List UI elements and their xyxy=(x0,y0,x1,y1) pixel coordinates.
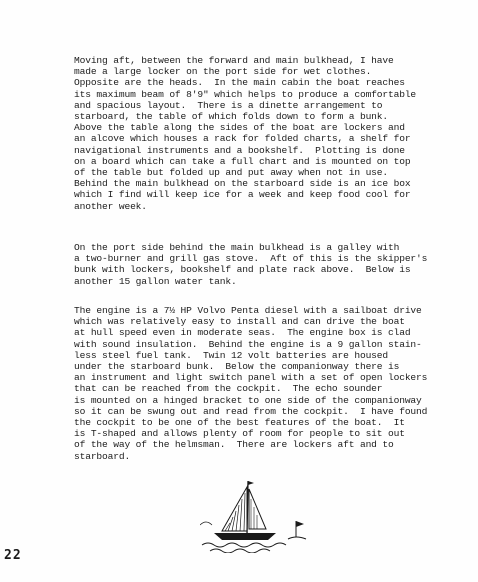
text-line: bunk with lockers, bookshelf and plate rack above. Below is xyxy=(74,264,411,276)
text-line: so it can be swung out and read from the cockpit. I have found xyxy=(74,405,428,417)
text-line: The engine is a 7½ HP Volvo Penta diesel with a sailboat drive xyxy=(74,305,422,316)
text-line: another 15 gallon water tank. xyxy=(74,275,237,287)
text-line: navigational instruments and a bookshelf. Plotting is done xyxy=(74,144,405,156)
text-line: of the table but folded up and put away when not in use. xyxy=(74,167,389,179)
text-line: the cockpit to be one of the best features of the boat. It xyxy=(74,417,405,429)
text-line: its maximum beam of 8'9" which helps to produce a comfortable xyxy=(74,88,417,100)
text-line: Behind the main bulkhead on the starboard side is an ice box xyxy=(74,178,411,190)
text-line: with sound insulation. Behind the engine is a 9 gallon stain- xyxy=(74,338,422,350)
text-line: another week. xyxy=(74,200,147,212)
text-line: which was relatively easy to install and can drive the boat xyxy=(74,316,405,328)
text-line: is T-shaped and allows plenty of room for people to sit out xyxy=(74,428,405,440)
text-line: a two-burner and grill gas stove. Aft of this is the skipper's xyxy=(74,253,428,265)
text-line: Above the table along the sides of the boat are lockers and xyxy=(74,122,405,134)
paragraph-engine xyxy=(74,305,474,462)
text-line: is mounted on a hinged bracket to one side of the companionway xyxy=(74,394,422,406)
paragraph-cabin-layout xyxy=(74,55,474,212)
paragraph-galley xyxy=(74,242,474,287)
text-line: less steel fuel tank. Twin 12 volt batteries are housed xyxy=(74,349,389,361)
text-line: an alcove which houses a rack for folded charts, a shelf for xyxy=(74,133,411,145)
text-line: starboard, the table of which folds down to form a bunk. xyxy=(74,111,389,123)
text-line: Moving aft, between the forward and main bulkhead, I have xyxy=(74,55,394,66)
text-line: an instrument and light switch panel with a set of open lockers xyxy=(74,372,428,384)
text-line: that can be reached from the cockpit. The echo sounder xyxy=(74,383,383,395)
text-line: On the port side behind the main bulkhead is a galley with xyxy=(74,242,400,253)
sailboat-sketch-icon xyxy=(200,475,310,553)
text-line: starboard. xyxy=(74,450,131,462)
text-line: of the way of the helmsman. There are lockers aft and to xyxy=(74,439,394,451)
text-line: at hull speed even in moderate seas. The engine box is clad xyxy=(74,327,411,339)
text-line: made a large locker on the port side for wet clothes. xyxy=(74,66,372,78)
text-line: and spacious layout. There is a dinette arrangement to xyxy=(74,99,383,111)
page-number: 22 xyxy=(4,548,22,563)
text-line: on a board which can take a full chart and is mounted on top xyxy=(74,155,411,167)
text-line: under the starboard bunk. Below the companionway there is xyxy=(74,361,400,373)
text-line: which I find will keep ice for a week and keep food cool for xyxy=(74,189,411,201)
text-line: Opposite are the heads. In the main cabin the boat reaches xyxy=(74,77,405,89)
